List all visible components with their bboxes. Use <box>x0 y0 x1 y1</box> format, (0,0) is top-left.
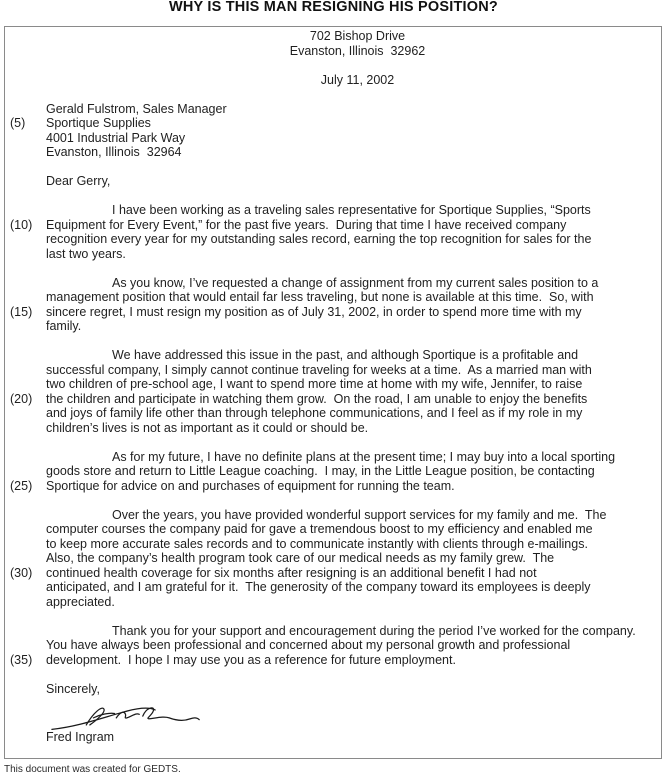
line-text: 4001 Industrial Park Way <box>46 130 186 145</box>
letter-blank-line <box>5 189 661 204</box>
line-number <box>5 102 46 117</box>
line-number: (30) <box>10 565 33 580</box>
letter-blank-line <box>5 667 661 682</box>
letter-line <box>5 730 661 745</box>
line-number <box>5 290 46 305</box>
letter-line <box>5 682 661 697</box>
line-number <box>5 435 46 450</box>
letter-blank-line <box>5 58 661 73</box>
line-text: the children and participate in watching them grow. On the road, I am unable to enjoy the benefits <box>46 391 588 406</box>
line-number: (10) <box>10 217 33 232</box>
letter-lines <box>5 29 661 696</box>
line-number <box>5 348 46 363</box>
line-text: children’s lives is not as important as it could or should be. <box>46 420 369 435</box>
line-text: appreciated. <box>46 594 115 609</box>
letter-line <box>5 232 661 247</box>
line-number: (25) <box>10 478 33 493</box>
line-text: Over the years, you have provided wonderful support services for my family and me. The <box>112 507 607 522</box>
line-number <box>5 247 46 262</box>
letter-line <box>5 276 661 291</box>
line-number <box>5 319 46 334</box>
line-text: As for my future, I have no definite plans at the present time; I may buy into a local sporting <box>112 449 616 464</box>
line-number <box>5 334 46 349</box>
letter-blank-line <box>5 87 661 102</box>
letter-line <box>5 406 661 421</box>
line-number <box>5 624 46 639</box>
line-number <box>5 450 46 465</box>
letter-line <box>5 102 661 117</box>
line-number: (5) <box>10 116 26 130</box>
line-number <box>5 232 46 247</box>
line-text: recognition every year for my outstanding sales record, earning the top recognition for sales for the <box>46 232 592 246</box>
line-text: 702 Bishop Drive <box>309 29 406 43</box>
letter-line <box>5 392 661 407</box>
letter-line <box>5 203 661 218</box>
line-number <box>5 276 46 291</box>
line-text: continued health coverage for six months after resigning is an additional benefit I had not <box>46 565 537 580</box>
letter-blank-line <box>5 609 661 624</box>
line-text: computer courses the company paid for gave a tremendous boost to my efficiency and enabled me <box>46 522 593 536</box>
line-text: We have addressed this issue in the past, and although Sportique is a profitable and <box>112 348 579 362</box>
letter-line <box>5 218 661 233</box>
letter-line <box>5 464 661 479</box>
letter-blank-line <box>5 160 661 175</box>
line-text: goods store and return to Little League coaching. I may, in the Little League position, be contacting <box>46 464 595 478</box>
line-text: sincere regret, I must resign my position as of July 31, 2002, in order to spend more time with my <box>46 304 582 319</box>
line-number <box>5 58 46 73</box>
line-number: (15) <box>10 304 33 319</box>
page-title: WHY IS THIS MAN RESIGNING HIS POSITION? <box>169 0 498 15</box>
line-number <box>5 73 46 88</box>
line-text: Evanston, Illinois 32964 <box>46 145 182 159</box>
line-number <box>5 464 46 479</box>
line-number <box>5 638 46 653</box>
line-number <box>5 508 46 523</box>
letter-line <box>5 508 661 523</box>
line-number <box>5 29 46 44</box>
line-text: I have been working as a traveling sales representative for Sportique Supplies, “Sports <box>112 203 591 217</box>
signature-block <box>51 702 661 732</box>
letter-line <box>5 653 661 668</box>
line-number <box>5 44 46 59</box>
line-text: family. <box>46 319 82 333</box>
line-text: and joys of family life other than through telephone communications, and I feel as if my role in my <box>46 406 583 420</box>
line-text: management position that would entail far less traveling, but none is available at this time. So, with <box>46 290 594 304</box>
line-text: Equipment for Every Event,” for the past five years. During that time I have received company <box>46 217 567 232</box>
letter-line <box>5 319 661 334</box>
line-number <box>5 580 46 595</box>
letter-line <box>5 73 661 88</box>
letter-line <box>5 145 661 160</box>
line-number <box>5 667 46 682</box>
line-number <box>5 377 46 392</box>
line-number <box>5 261 46 276</box>
line-number <box>5 682 46 697</box>
letter-line <box>5 29 661 44</box>
line-text: Gerald Fulstrom, Sales Manager <box>46 101 227 116</box>
line-number <box>5 551 46 566</box>
signature-name: Fred Ingram <box>46 730 115 744</box>
line-number <box>5 145 46 160</box>
line-text: Thank you for your support and encouragement during the period I’ve worked for the company. <box>112 623 636 638</box>
line-number <box>5 189 46 204</box>
line-number <box>5 493 46 508</box>
line-text: Evanston, Illinois 32962 <box>289 43 426 58</box>
letter-line <box>5 580 661 595</box>
letter-line <box>5 624 661 639</box>
line-number <box>5 421 46 436</box>
letter-blank-line <box>5 435 661 450</box>
letter-line <box>5 450 661 465</box>
line-text: Dear Gerry, <box>46 174 111 188</box>
line-text: two children of pre-school age, I want to spend more time at home with my wife, Jennifer, to raise <box>46 377 583 391</box>
line-number <box>5 595 46 610</box>
line-number <box>5 537 46 552</box>
line-text: development. I hope I may use you as a reference for future employment. <box>46 652 456 667</box>
letter-blank-line <box>5 261 661 276</box>
line-number <box>5 406 46 421</box>
line-text: to keep more accurate sales records and to communicate instantly with clients through e-mailings. <box>46 536 588 551</box>
letter-line <box>5 479 661 494</box>
line-number <box>5 131 46 146</box>
line-number <box>5 87 46 102</box>
letter-line <box>5 638 661 653</box>
letter-document <box>4 26 662 759</box>
letter-line <box>5 348 661 363</box>
line-text: Sportique Supplies <box>46 116 151 130</box>
line-number <box>5 160 46 175</box>
letter-line <box>5 290 661 305</box>
line-text: Sportique for advice on and purchases of equipment for running the team. <box>46 478 455 493</box>
line-number <box>5 203 46 218</box>
letter-line <box>5 377 661 392</box>
letter-line <box>5 305 661 320</box>
line-text: Also, the company’s health program took care of our medical needs as my family grew. The <box>46 551 555 565</box>
line-number <box>5 522 46 537</box>
letter-line <box>5 116 661 131</box>
line-text: July 11, 2002 <box>320 72 395 87</box>
letter-line <box>5 537 661 552</box>
line-text: last two years. <box>46 246 126 261</box>
letter-line <box>5 363 661 378</box>
line-text: anticipated, and I am grateful for it. The generosity of the company toward its employees is deeply <box>46 580 591 594</box>
footer-note: This document was created for GEDTS. <box>4 764 181 775</box>
letter-line <box>5 522 661 537</box>
letter-line <box>5 44 661 59</box>
letter-line <box>5 421 661 436</box>
letter-blank-line <box>5 334 661 349</box>
line-number <box>5 609 46 624</box>
line-number <box>5 730 46 745</box>
letter-blank-line <box>5 493 661 508</box>
line-number <box>5 363 46 378</box>
line-text: Sincerely, <box>46 681 100 696</box>
line-number <box>5 174 46 189</box>
letter-line <box>5 247 661 262</box>
line-text: You have always been professional and concerned about my personal growth and professional <box>46 638 571 652</box>
letter-line <box>5 174 661 189</box>
line-text: As you know, I’ve requested a change of assignment from my current sales position to a <box>112 275 599 290</box>
signature-icon <box>51 702 201 732</box>
letter-line <box>5 551 661 566</box>
line-number: (20) <box>10 391 33 406</box>
line-number: (35) <box>10 652 33 667</box>
letter-line <box>5 131 661 146</box>
line-text: successful company, I simply cannot continue traveling for weeks at a time. As a married man with <box>46 362 592 377</box>
letter-line <box>5 595 661 610</box>
letter-line <box>5 566 661 581</box>
